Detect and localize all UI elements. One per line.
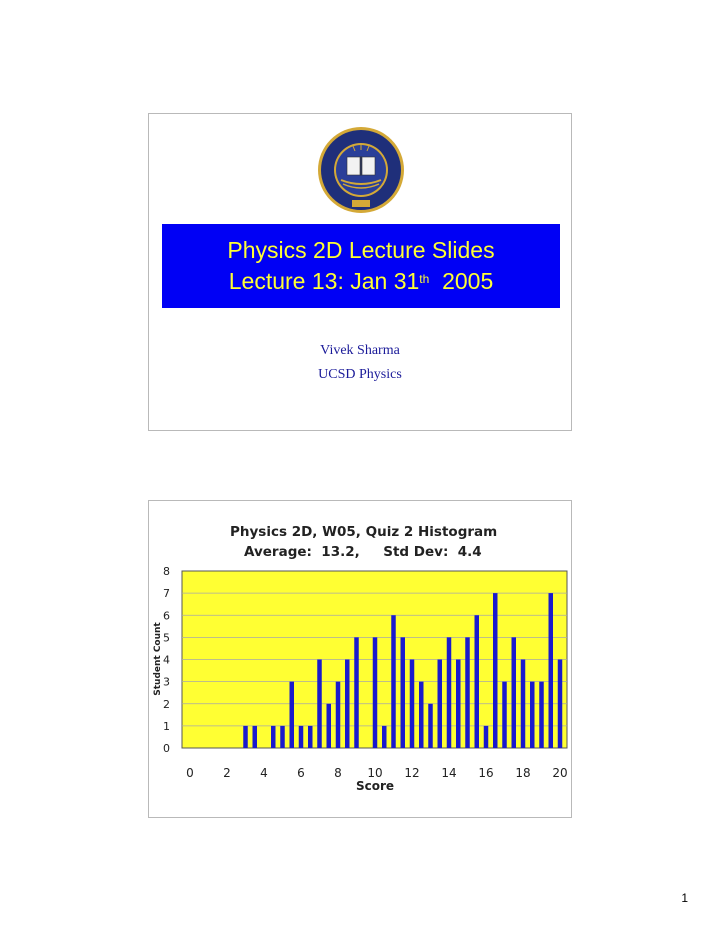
bar-score-10.5 <box>382 726 387 748</box>
author-department: UCSD Physics <box>318 367 402 382</box>
bar-score-5 <box>280 726 285 748</box>
bar-score-11.5 <box>401 637 406 748</box>
x-tick-label: 6 <box>297 766 305 780</box>
bar-score-3.5 <box>253 726 258 748</box>
y-tick-labels <box>163 565 170 755</box>
bar-score-7.5 <box>327 704 332 748</box>
x-tick-label: 10 <box>367 766 383 780</box>
slide-title-line1: Physics 2D Lecture Slides <box>227 237 495 263</box>
y-tick-label: 2 <box>163 697 170 711</box>
x-axis-label: Score <box>355 779 395 793</box>
x-tick-label: 4 <box>260 766 268 780</box>
bar-score-10 <box>373 637 378 748</box>
university-seal-logo <box>317 126 405 214</box>
title-line2-superscript: th <box>419 272 430 286</box>
histogram-chart <box>149 501 573 819</box>
author-name: Vivek Sharma <box>320 343 400 358</box>
bar-score-4.5 <box>271 726 276 748</box>
x-tick-label: 18 <box>515 766 531 780</box>
x-tick-label: 16 <box>478 766 494 780</box>
bar-score-16 <box>484 726 489 748</box>
title-line2-suffix: 2005 <box>429 268 494 294</box>
title-line2-prefix: Lecture 13: Jan 31 <box>228 268 420 294</box>
y-tick-label: 7 <box>163 587 170 601</box>
title-slide <box>148 113 572 431</box>
x-tick-label: 12 <box>404 766 420 780</box>
bar-score-7 <box>317 660 322 749</box>
x-tick-label: 14 <box>441 766 457 780</box>
bar-score-3 <box>243 726 248 748</box>
bar-score-16.5 <box>493 593 498 748</box>
y-tick-label: 4 <box>163 653 170 667</box>
y-tick-label: 1 <box>163 719 170 733</box>
x-tick-label: 20 <box>552 766 568 780</box>
histogram-slide <box>148 500 572 818</box>
bar-score-13 <box>428 704 433 748</box>
y-tick-label: 0 <box>163 742 170 755</box>
bar-score-12 <box>410 660 415 749</box>
bar-score-15 <box>465 637 470 748</box>
bar-score-17.5 <box>512 637 517 748</box>
page-number: 1 <box>681 891 688 905</box>
bar-score-8 <box>336 682 341 748</box>
y-tick-label: 8 <box>163 565 170 578</box>
chart-title: Physics 2D, W05, Quiz 2 Histogram <box>230 524 498 540</box>
bar-score-20 <box>558 660 563 749</box>
slide-title-banner <box>162 224 560 308</box>
bar-score-19 <box>539 682 544 748</box>
y-tick-label: 6 <box>163 609 170 623</box>
bar-score-6 <box>299 726 304 748</box>
bar-score-14.5 <box>456 660 461 749</box>
y-tick-label: 3 <box>163 675 170 689</box>
bar-score-17 <box>502 682 507 748</box>
bar-score-14 <box>447 637 452 748</box>
bar-score-18.5 <box>530 682 535 748</box>
bar-score-9 <box>354 637 359 748</box>
x-tick-labels <box>186 766 567 780</box>
y-axis-label: Student Count <box>153 622 163 696</box>
x-tick-label: 0 <box>186 766 194 780</box>
slide-title-line2 <box>162 266 560 297</box>
bar-score-15.5 <box>475 615 480 748</box>
bar-score-11 <box>391 615 396 748</box>
chart-subtitle: Average: 13.2, Std Dev: 4.4 <box>244 544 482 560</box>
bar-score-5.5 <box>290 682 295 748</box>
bar-score-12.5 <box>419 682 424 748</box>
x-tick-label: 8 <box>334 766 342 780</box>
y-tick-label: 5 <box>163 631 170 645</box>
x-tick-label: 2 <box>223 766 231 780</box>
bar-score-13.5 <box>438 660 443 749</box>
bar-score-8.5 <box>345 660 350 749</box>
bar-score-19.5 <box>549 593 554 748</box>
bar-score-18 <box>521 660 526 749</box>
bar-score-6.5 <box>308 726 313 748</box>
